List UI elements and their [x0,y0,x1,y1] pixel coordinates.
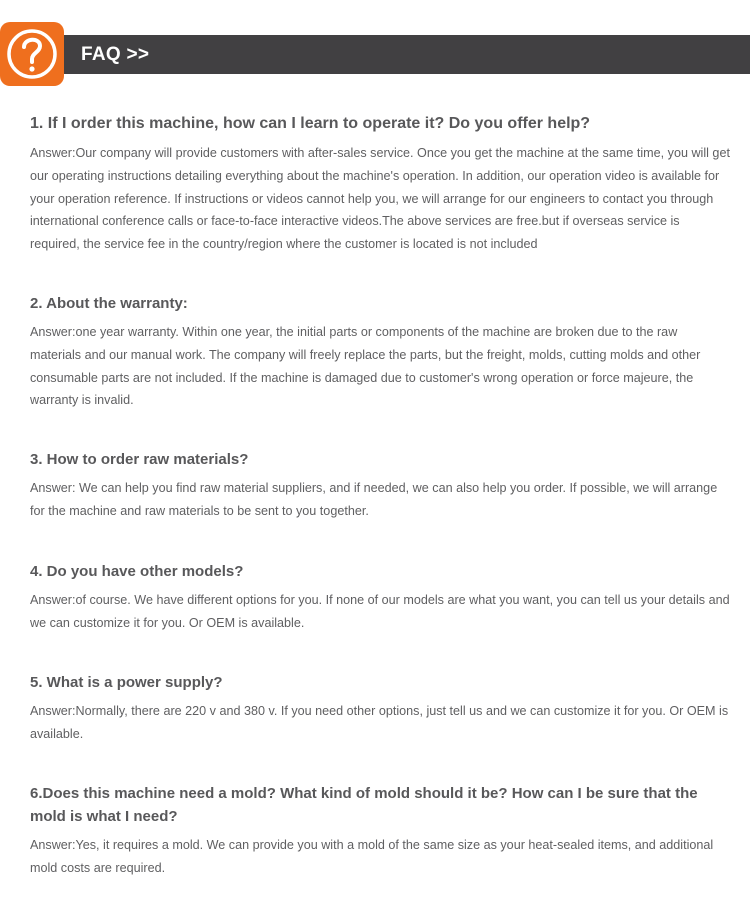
faq-question: 2. About the warranty: [30,295,188,312]
faq-answer: Answer:one year warranty. Within one year, the initial parts or components of the machine are broken due to the raw materials and our manual work. The company will freely replace the parts, but the freight, molds, cutting molds and other consumable parts are not included. If the machine is damaged due to customer's wrong operation or force majeure, the warranty is invalid. [30,325,701,408]
faq-item [30,112,730,292]
faq-answer: Answer:of course. We have different options for you. If none of our models are what you want, you can tell us your details and we can customize it for you. Or OEM is available. [30,593,730,630]
question-mark-icon [0,22,64,86]
faq-question: 4. Do you have other models? [30,563,244,580]
header-bar [40,35,750,74]
page-title: FAQ >> [81,44,150,65]
faq-answer: Answer:Yes, it requires a mold. We can provide you with a mold of the same size as your heat-sealed items, and additional mold costs are required. [30,838,714,875]
faq-list [30,112,730,880]
faq-item [30,448,730,560]
faq-item [30,292,730,448]
faq-answer: Answer:Normally, there are 220 v and 380 v. If you need other options, just tell us and we can customize it for you. Or OEM is available. [30,704,729,741]
faq-question: 3. How to order raw materials? [30,451,249,468]
faq-answer: Answer:Our company will provide customers with after-sales service. Once you get the machine at the same time, you will get our operating instructions detailing everything about the machine's operation. In addition, our operation video is available for your operation reference. If instructions or videos cannot help you, we will arrange for our engineers to contact you through international conference calls or face-to-face interactive videos.The above services are free.but if overseas service is required, the service fee in the country/region where the customer is located is not included [30,146,730,252]
faq-question: 6.Does this machine need a mold? What kind of mold should it be? How can I be sure that the mold is what I need? [30,785,698,825]
faq-badge [0,22,64,86]
faq-answer: Answer: We can help you find raw material suppliers, and if needed, we can also help you order. If possible, we will arrange for the machine and raw materials to be sent to you together. [30,481,718,518]
faq-item [30,671,730,782]
faq-item [30,560,730,671]
faq-item [30,782,730,880]
faq-question: 5. What is a power supply? [30,674,223,691]
faq-question: 1. If I order this machine, how can I learn to operate it? Do you offer help? [30,115,591,132]
faq-header [0,22,750,88]
